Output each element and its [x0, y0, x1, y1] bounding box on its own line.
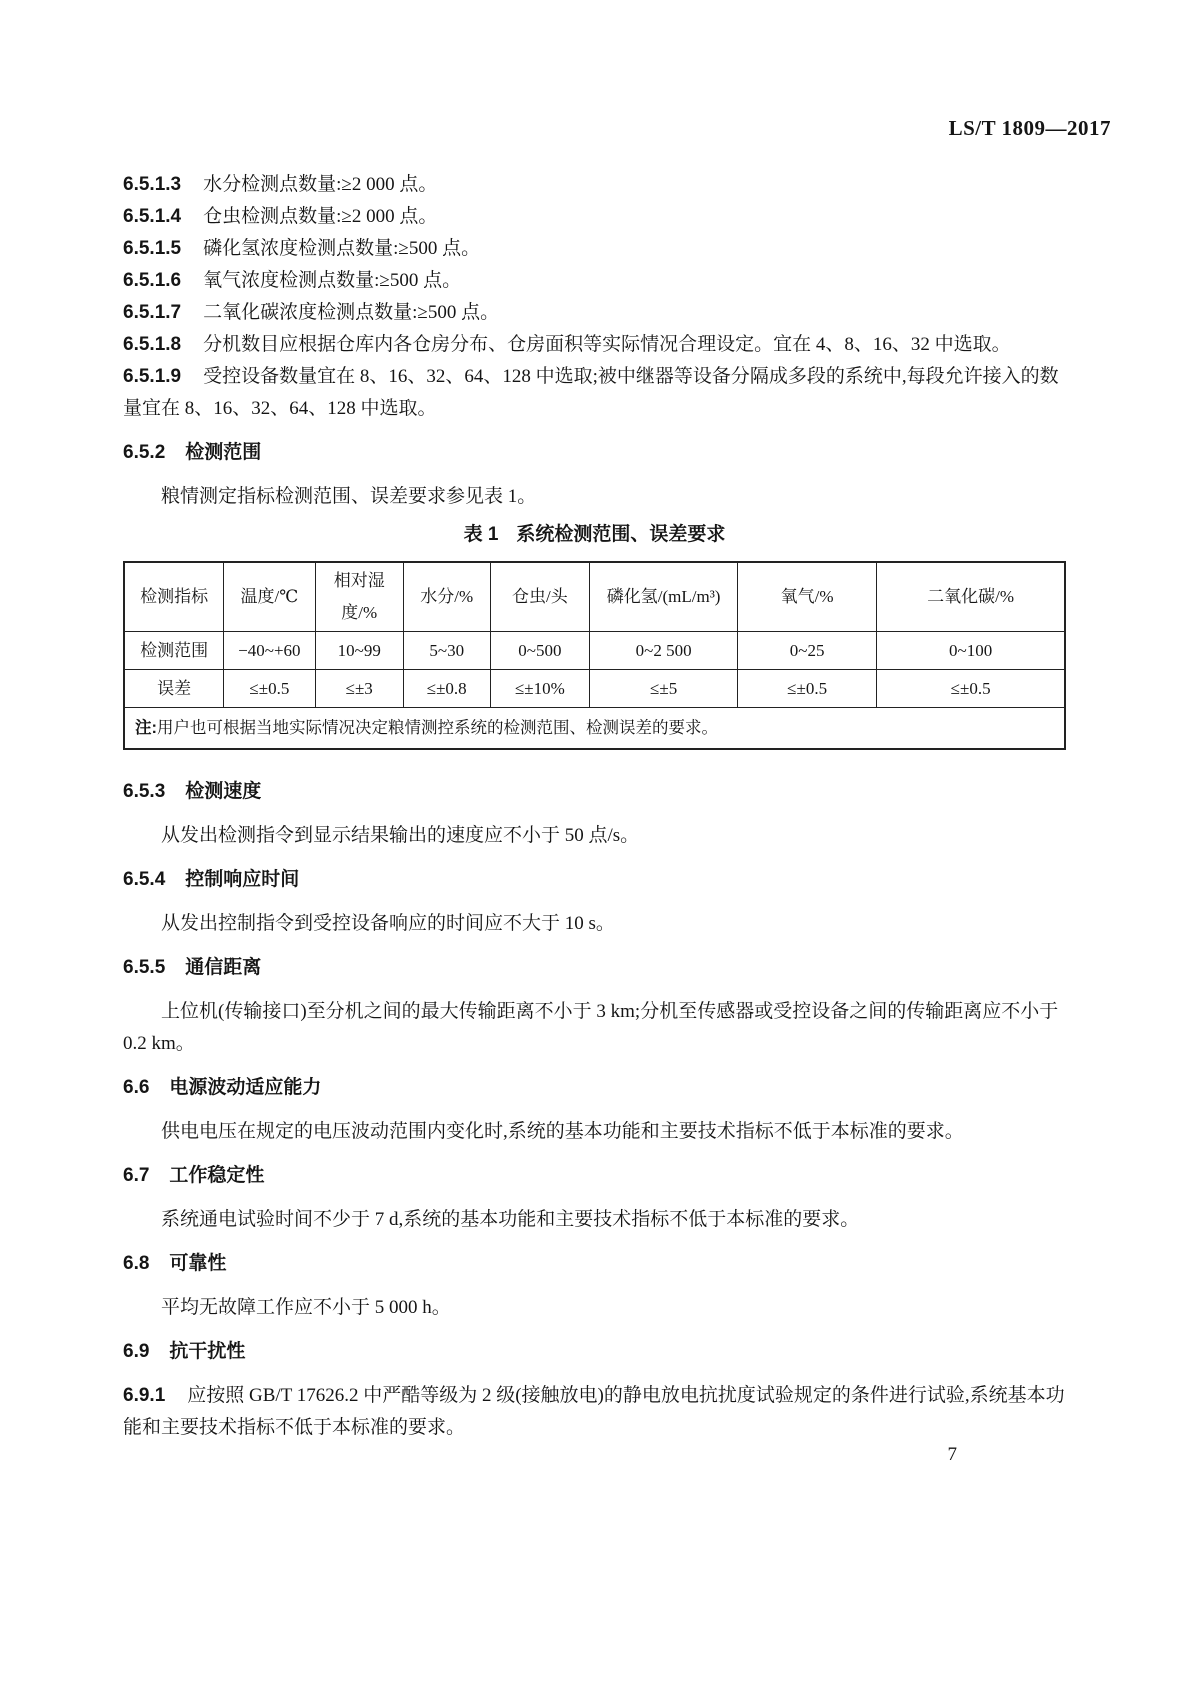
clause-text: 受控设备数量宜在 8、16、32、64、128 中选取;被中继器等设备分隔成多段的系统中,每段允许接入的数量宜在 8、16、32、64、128 中选取。: [123, 366, 1059, 419]
table-caption-title: 系统检测范围、误差要求: [516, 524, 726, 545]
table-cell: ≤±0.5: [877, 670, 1065, 708]
section-heading-6-5-4: [123, 864, 1066, 896]
standard-code: LS/T 1809—2017: [948, 116, 1111, 140]
section-title: 检测速度: [185, 781, 262, 802]
section-number: 6.9: [123, 1341, 150, 1362]
clause-6-5-1-5: [123, 233, 1066, 265]
section-number: 6.5.2: [123, 442, 166, 463]
clause-6-5-1-9: [123, 361, 1066, 425]
clause-text: 仓虫检测点数量:≥2 000 点。: [203, 206, 438, 227]
table-cell: 0~2 500: [590, 632, 738, 670]
note-label: 注:: [135, 719, 157, 737]
clause-6-5-1-8: [123, 329, 1066, 361]
clause-text: 二氧化碳浓度检测点数量:≥500 点。: [203, 302, 500, 323]
column-header: 氧气/%: [737, 562, 876, 632]
section-heading-6-8: [123, 1248, 1066, 1280]
row-label: 误差: [124, 670, 224, 708]
clause-number: 6.9.1: [123, 1385, 166, 1406]
table-row-error: [124, 670, 1065, 708]
column-header: 水分/%: [403, 562, 490, 632]
column-header: 仓虫/头: [490, 562, 590, 632]
clause-number: 6.5.1.3: [123, 174, 182, 195]
table-1-caption: [123, 519, 1066, 551]
section-title: 检测范围: [185, 442, 262, 463]
clause-6-9-1: [123, 1380, 1066, 1444]
table-cell: 5~30: [403, 632, 490, 670]
section-title: 电源波动适应能力: [169, 1077, 322, 1098]
section-heading-6-7: [123, 1160, 1066, 1192]
section-heading-6-5-3: [123, 776, 1066, 808]
column-header: 磷化氢/(mL/m³): [590, 562, 738, 632]
table-cell: ≤±3: [315, 670, 403, 708]
column-header: 二氧化碳/%: [877, 562, 1065, 632]
paragraph-6-5-2: 粮情测定指标检测范围、误差要求参见表 1。: [161, 486, 537, 507]
clause-number: 6.5.1.5: [123, 238, 182, 259]
column-header: 相对湿度/%: [315, 562, 403, 632]
paragraph-6-5-3: 从发出检测指令到显示结果输出的速度应不小于 50 点/s。: [161, 825, 640, 846]
clause-text: 分机数目应根据仓库内各仓房分布、仓房面积等实际情况合理设定。宜在 4、8、16、32 中选取。: [203, 334, 1011, 355]
clause-text: 磷化氢浓度检测点数量:≥500 点。: [203, 238, 481, 259]
table-row-detection-range: [124, 632, 1065, 670]
section-heading-6-6: [123, 1072, 1066, 1104]
section-title: 抗干扰性: [169, 1341, 246, 1362]
clause-number: 6.5.1.4: [123, 206, 182, 227]
clause-number: 6.5.1.9: [123, 366, 182, 387]
table-cell: ≤±0.8: [403, 670, 490, 708]
table-caption-label: 表 1: [463, 524, 499, 545]
table-header-row: [124, 562, 1065, 632]
section-heading-6-5-5: [123, 952, 1066, 984]
paragraph-6-6: 供电电压在规定的电压波动范围内变化时,系统的基本功能和主要技术指标不低于本标准的要求。: [161, 1121, 964, 1142]
clause-6-5-1-4: [123, 201, 1066, 233]
section-number: 6.5.4: [123, 869, 166, 890]
clause-number: 6.5.1.6: [123, 270, 182, 291]
clause-6-5-1-7: [123, 297, 1066, 329]
column-header: 检测指标: [124, 562, 224, 632]
table-cell: 10~99: [315, 632, 403, 670]
table-cell: 0~100: [877, 632, 1065, 670]
clause-text: 应按照 GB/T 17626.2 中严酷等级为 2 级(接触放电)的静电放电抗扰度试验规定的条件进行试验,系统基本功能和主要技术指标不低于本标准的要求。: [123, 1385, 1065, 1438]
section-title: 工作稳定性: [169, 1165, 265, 1186]
clause-text: 氧气浓度检测点数量:≥500 点。: [203, 270, 462, 291]
paragraph-6-7: 系统通电试验时间不少于 7 d,系统的基本功能和主要技术指标不低于本标准的要求。: [161, 1209, 860, 1230]
paragraph-6-8: 平均无故障工作应不小于 5 000 h。: [161, 1297, 451, 1318]
table-cell: 0~500: [490, 632, 590, 670]
table-cell: ≤±10%: [490, 670, 590, 708]
section-heading-6-9: [123, 1336, 1066, 1368]
page-number: 7: [947, 1444, 957, 1465]
section-number: 6.5.3: [123, 781, 166, 802]
section-title: 控制响应时间: [185, 869, 300, 890]
document-body: [0, 141, 1191, 1444]
clause-6-5-1-6: [123, 265, 1066, 297]
table-cell: ≤±0.5: [224, 670, 315, 708]
column-header: 温度/℃: [224, 562, 315, 632]
section-number: 6.5.5: [123, 957, 166, 978]
section-number: 6.7: [123, 1165, 150, 1186]
table-cell: −40~+60: [224, 632, 315, 670]
section-heading-6-5-2: [123, 437, 1066, 469]
table-note-cell: [124, 708, 1065, 750]
clause-6-5-1-3: [123, 169, 1066, 201]
paragraph-6-5-4: 从发出控制指令到受控设备响应的时间应不大于 10 s。: [161, 913, 615, 934]
table-cell: ≤±5: [590, 670, 738, 708]
detection-range-table: [123, 561, 1066, 750]
row-label: 检测范围: [124, 632, 224, 670]
table-cell: 0~25: [737, 632, 876, 670]
section-number: 6.8: [123, 1253, 150, 1274]
clause-number: 6.5.1.8: [123, 334, 182, 355]
note-text: 用户也可根据当地实际情况决定粮情测控系统的检测范围、检测误差的要求。: [157, 718, 718, 737]
page-header: [0, 0, 1191, 141]
paragraph-6-5-5: 上位机(传输接口)至分机之间的最大传输距离不小于 3 km;分机至传感器或受控设备之间的传输距离应不小于 0.2 km。: [123, 1001, 1059, 1054]
clause-number: 6.5.1.7: [123, 302, 182, 323]
table-cell: ≤±0.5: [737, 670, 876, 708]
section-title: 通信距离: [185, 957, 262, 978]
table-note-row: [124, 708, 1065, 750]
section-number: 6.6: [123, 1077, 150, 1098]
clause-text: 水分检测点数量:≥2 000 点。: [203, 174, 438, 195]
section-title: 可靠性: [169, 1253, 227, 1274]
